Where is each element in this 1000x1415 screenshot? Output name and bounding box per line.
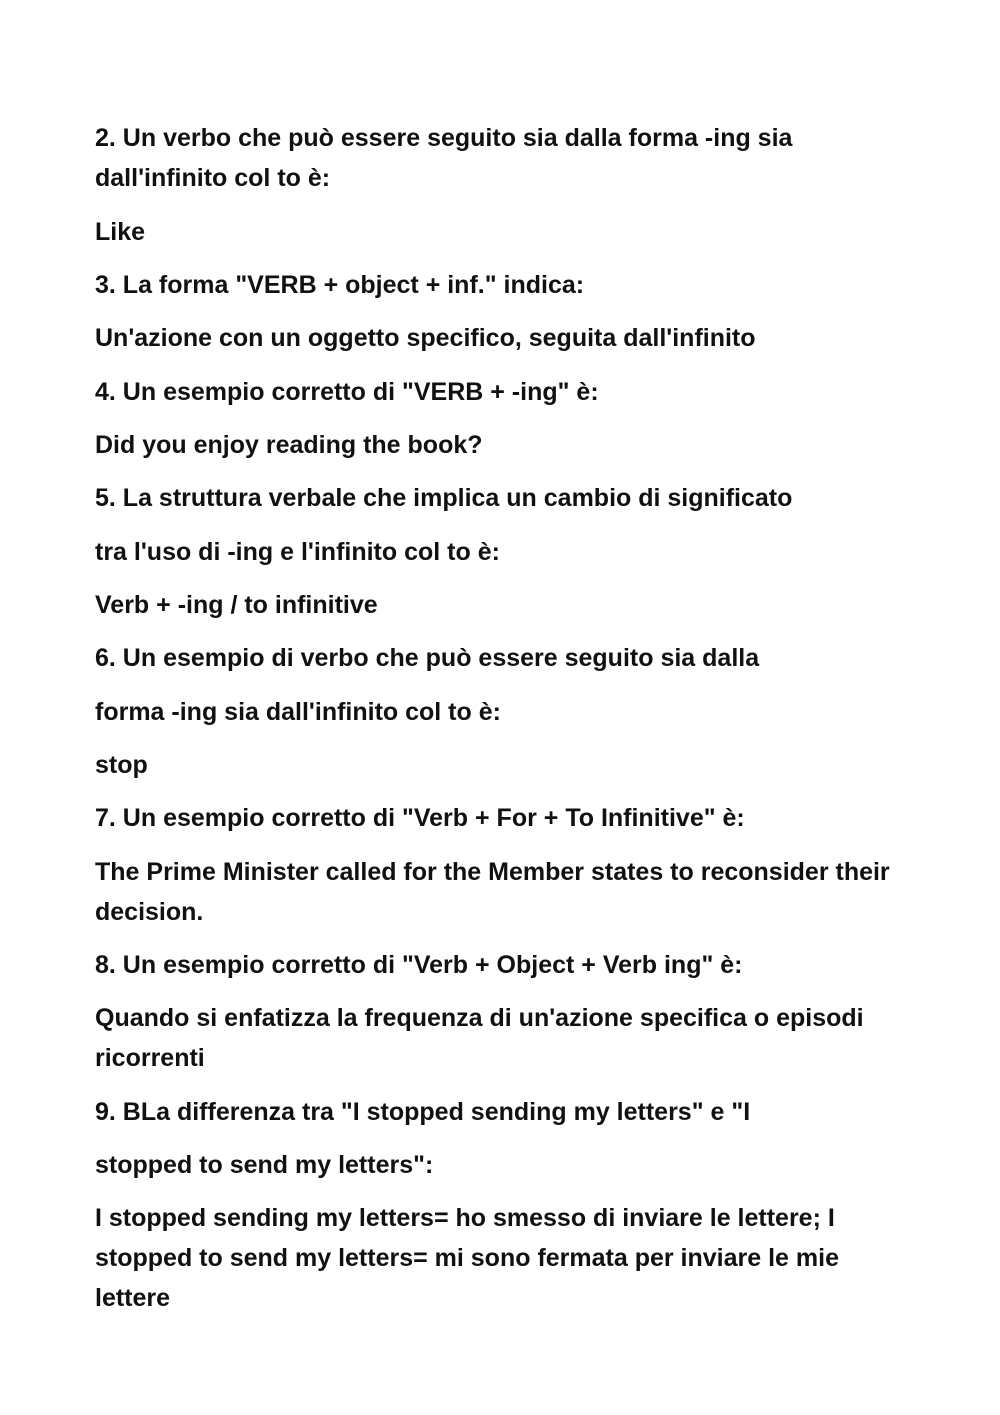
question-2-text: 2. Un verbo che può essere seguito sia dalla forma -ing sia dall'infinito col to è: [95,124,793,192]
question-7-text: 7. Un esempio corretto di "Verb + For + To Infinitive" è: [95,804,745,832]
question-9-line-1: 9. BLa differenza tra "I stopped sending my letters" e "I [95,1098,751,1126]
question-8-text: 8. Un esempio corretto di "Verb + Object + Verb ing" è: [95,951,743,979]
answer-7-text: The Prime Minister called for the Member states to reconsider their decision. [95,858,890,926]
question-5-line-2: tra l'uso di -ing e l'infinito col to è: [95,538,500,566]
question-3-text: 3. La forma "VERB + object + inf." indica: [95,271,585,299]
question-6-line-2: forma -ing sia dall'infinito col to è: [95,698,501,726]
question-4-text: 4. Un esempio corretto di "VERB + -ing" è: [95,378,599,406]
question-9-line-2: stopped to send my letters": [95,1151,434,1179]
answer-2-text: Like [95,218,146,246]
question-6-line-1: 6. Un esempio di verbo che può essere seguito sia dalla [95,644,760,672]
answer-8-text: Quando si enfatizza la frequenza di un'azione specifica o episodi ricorrenti [95,1004,864,1072]
answer-4-text: Did you enjoy reading the book? [95,431,483,459]
answer-6-text: stop [95,751,148,779]
question-5-line-1: 5. La struttura verbale che implica un cambio di significato [95,484,793,512]
answer-5-text: Verb + -ing / to infinitive [95,591,378,619]
answer-9-text: I stopped sending my letters= ho smesso di inviare le lettere; I stopped to send my letters= mi sono fermata per inviare le mie lettere [95,1204,839,1312]
answer-3-text: Un'azione con un oggetto specifico, seguita dall'infinito [95,324,756,352]
